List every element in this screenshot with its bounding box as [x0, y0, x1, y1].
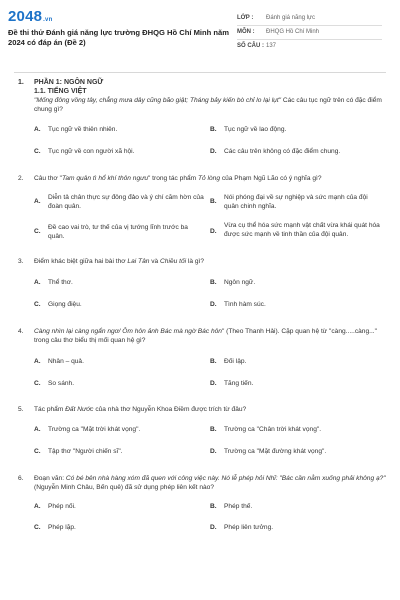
question-number: 2. — [18, 175, 24, 182]
answer-option[interactable]: A. Tục ngữ về thiên nhiên. — [34, 126, 118, 133]
answer-option[interactable]: C. Đề cao vai trò, tư thế của vị tướng lĩnh trước ba quân. — [34, 224, 188, 240]
meta-value: ĐHQG Hồ Chí Minh — [266, 29, 320, 35]
answer-option[interactable]: D. Tình hàm súc. — [210, 301, 266, 308]
section-title: PHẦN 1: NGÔN NGỮ — [34, 79, 104, 86]
subsection-title: 1.1. TIẾNG VIỆT — [34, 88, 87, 95]
question-text: "Mống đông vồng tây, chẳng mưa dây cũng bão giật; Tháng bảy kiến bò chỉ lo lại lụt" Các câu tục ngữ trên có đặc điểm chung gì? — [34, 97, 382, 113]
question-number: 4. — [18, 328, 24, 335]
answer-option[interactable]: A. Thể thơ. — [34, 279, 73, 286]
question — [18, 257, 386, 309]
question-text: Câu thơ "Tam quân tì hổ khí thôn ngưu" trong tác phẩm Tỏ lòng của Phạm Ngũ Lão có ý nghĩa gì? — [34, 175, 322, 182]
answer-option[interactable]: B. Nói phóng đại về sự nghiệp và sức mạnh của đội quân chinh nghĩa. — [210, 194, 368, 210]
question-number: 3. — [18, 258, 24, 265]
question — [18, 474, 386, 532]
header-divider — [14, 72, 386, 73]
meta-value: 137 — [266, 43, 277, 49]
answer-option[interactable]: B. Phép thế. — [210, 503, 253, 510]
question-text: Điểm khác biệt giữa hai bài thơ Lai Tân và Chiều tối là gì? — [34, 258, 205, 265]
answer-option[interactable]: B. Trường ca "Chân trời khát vọng". — [210, 426, 322, 433]
answer-option[interactable]: A. Trường ca "Mặt trời khát vọng". — [34, 426, 141, 433]
header — [8, 8, 392, 68]
answer-option[interactable]: B. Tục ngữ về lao động. — [210, 126, 287, 133]
question-text: Đoạn văn: Có bé bên nhà hàng xóm đã quen với công việc này. Nó lễ phép hỏi Nhĩ: "Bác cần nằm xuống phải không ạ?" (Nguyễn Minh Châu, Bến quê) đã sử dụng phép liên kết nào? — [34, 475, 386, 491]
answer-option[interactable]: C. Giọng điệu. — [34, 301, 82, 308]
answer-option[interactable]: A. Phép nối. — [34, 503, 76, 510]
meta-box — [237, 12, 382, 53]
answer-option[interactable]: C. Tập thơ "Người chiến sĩ". — [34, 448, 123, 455]
answer-option[interactable]: B. Ngôn ngữ. — [210, 279, 256, 286]
answer-option[interactable]: D. Trường ca "Mặt đường khát vọng". — [210, 448, 327, 455]
answer-option[interactable]: C. Phép lặp. — [34, 524, 76, 531]
answer-option[interactable]: C. Tục ngữ về con người xã hội. — [34, 148, 135, 155]
question-number: 6. — [18, 475, 24, 482]
page-title: Đề thi thử Đánh giá năng lực trường ĐHQG Hồ Chí Minh năm 2024 có đáp án (Đề 2) — [8, 28, 230, 47]
site-logo[interactable]: 2048.vn — [8, 8, 53, 25]
question-number: 5. — [18, 406, 24, 413]
answer-option[interactable]: A. Diễn tả chân thực sự đông đảo và ý chí căm hờn của đoàn quân. — [34, 194, 204, 210]
question-text: Càng nhìn lại càng ngẩn ngơ/ Ôm hôn ảnh Bác mà ngờ Bác hôn" (Theo Thanh Hải). Cặp quan hệ từ "càng.....càng..." trong câu thơ biểu thị mối quan hệ gì? — [34, 328, 377, 344]
meta-row-count — [237, 40, 382, 53]
question — [18, 78, 386, 156]
answer-option[interactable]: B. Đối lập. — [210, 358, 247, 365]
answer-option[interactable]: A. Nhân – quả. — [34, 358, 84, 365]
answer-option[interactable]: D. Vừa cụ thể hóa sức mạnh vật chất vừa khái quát hóa được sức mạnh về tinh thần của đội quân. — [210, 222, 380, 238]
question-text: Tác phẩm Đất Nước của nhà thơ Nguyễn Khoa Điềm được trích từ đâu? — [34, 406, 247, 413]
meta-row-class — [237, 12, 382, 26]
meta-label: LỚP : — [237, 15, 254, 21]
answer-option[interactable]: D. Các câu trên không có đặc điểm chung. — [210, 148, 341, 155]
question — [18, 327, 386, 388]
question — [18, 405, 386, 456]
answer-option[interactable]: D. Tăng tiến. — [210, 380, 254, 387]
meta-value: Đánh giá năng lực — [266, 15, 316, 21]
question — [18, 174, 386, 241]
section-number: 1. — [18, 79, 24, 86]
answer-option[interactable]: C. So sánh. — [34, 380, 75, 387]
meta-label: SỐ CÂU : — [237, 43, 264, 49]
meta-row-subject — [237, 26, 382, 40]
answer-option[interactable]: D. Phép liên tưởng. — [210, 524, 274, 531]
meta-label: MÔN : — [237, 29, 255, 35]
question-list — [0, 78, 400, 600]
